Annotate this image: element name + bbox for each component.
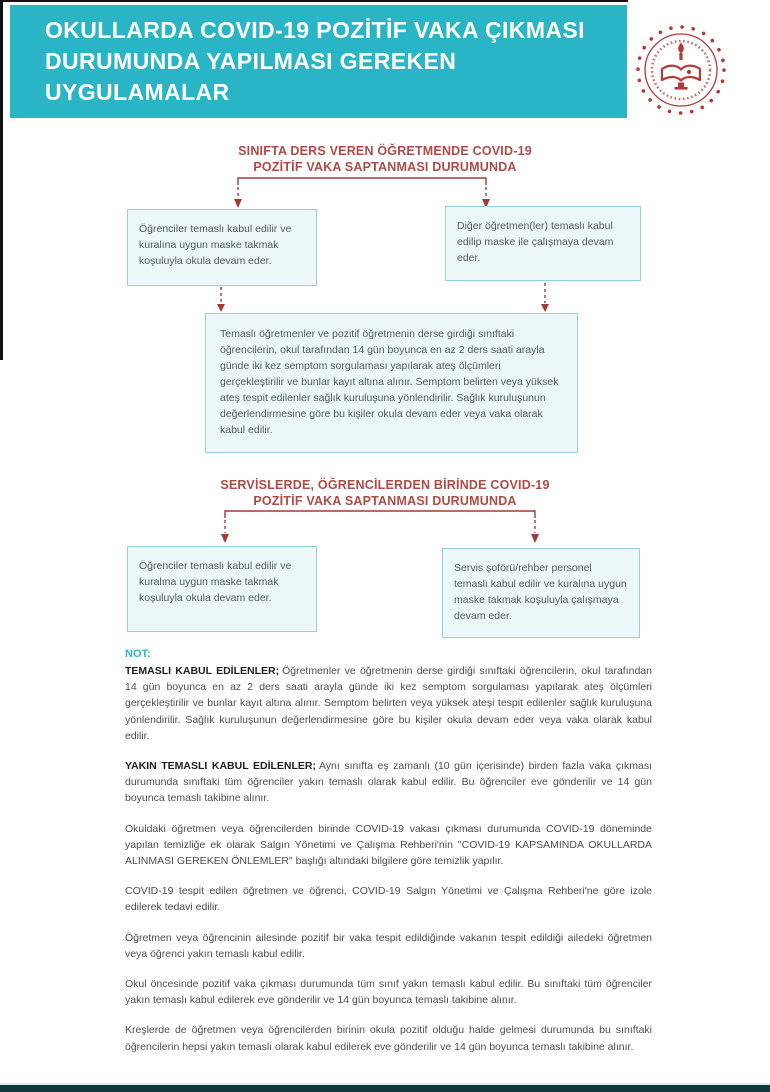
box-driver-personnel: Servis şoförü/rehber personel temaslı kabul edilir ve kuralına uygun maske takmak koşuluyla çalışmaya devam eder. <box>442 548 640 638</box>
meb-ministry-emblem-icon <box>633 22 729 118</box>
box-students-school: Öğrenciler temaslı kabul edilir ve kuralına uygun maske takmak koşuluyla okula devam eder. <box>127 209 317 286</box>
note-paragraph-close-contacts <box>125 758 652 807</box>
page-title-line-2: DURUMUNDA YAPILMASI GEREKEN UYGULAMALAR <box>45 48 457 105</box>
note-paragraph-preschool <box>125 976 652 1008</box>
box-students-service: Öğrenciler temaslı kabul edilir ve kuralına uygun maske takmak koşuluyla okula devam eder. <box>127 546 317 632</box>
note-paragraph-cleaning <box>125 821 652 870</box>
arrow-down-left <box>215 287 227 313</box>
note-text: COVID-19 tespit edilen öğretmen ve öğrenci, COVID-19 Salgın Yönetimi ve Çalışma Rehberi'ne göre izole edilerek tedavi edilir. <box>125 885 652 914</box>
box-monitoring-result: Temaslı öğretmenler ve pozitif öğretmenin derse girdiği sınıftaki öğrencilerin, okul tarafından 14 gün boyunca en az 2 ders saati arayla günde iki kez semptom sorgulaması yapılarak ateş ölçümleri gerçekleştirilir ve bunlar kayıt altına alınır. Semptom belirten veya yüksek ateş tespit edilenler sağlık kuruluşuna yönlendirilir. Sağlık kuruluşunun değerlendirmesine göre bu kişiler okula devam eder veya vaka olarak kabul edilir. <box>205 313 578 453</box>
note-lead: TEMASLI KABUL EDİLENLER; <box>125 665 280 677</box>
note-paragraph-isolation <box>125 883 652 915</box>
footer-bar <box>0 1085 770 1092</box>
note-text: Öğretmen veya öğrencinin ailesinde pozitif bir vaka tespit edildiğinde vakanın tespit edildiği ailedeki öğretmen veya öğrenci yakın temaslı kabul edilir. <box>125 931 652 960</box>
note-lead: YAKIN TEMASLI KABUL EDİLENLER; <box>125 760 316 773</box>
notes-label: NOT: <box>125 648 151 660</box>
note-paragraph-family-case <box>125 930 652 962</box>
flowchart-teacher-heading-line-2: POZİTİF VAKA SAPTANMASI DURUMUNDA <box>253 160 517 174</box>
split-connector-service <box>220 510 540 544</box>
arrow-down-right <box>539 283 551 313</box>
notes-section <box>125 648 652 1069</box>
note-paragraph-daycare <box>125 1022 652 1054</box>
note-text: Okul öncesinde pozitif vaka çıkması durumunda tüm sınıf yakın temaslı kabul edilir. Bu sınıftaki tüm öğrenciler yakın temaslı kabul edilerek eve gönderilir ve 14 gün boyunca temaslı takibine alınır. <box>125 978 652 1007</box>
note-text: Öğretmenler ve öğretmenin derse girdiği sınıftaki öğrencilerin, okul tarafından 14 gün boyunca en az 2 ders saati arayla günde iki kez semptom sorgulaması yapılarak ateş ölçümleri gerçekleştirilir ve bunlar kayıt altına alınır. Semptom belirten veya yüksek ateşi tespit edilenler sağlık kuruluşuna yönlendirilir. Sağlık kuruluşunun değerlendirmesine göre bu kişiler okula devam eder veya vaka olarak kabul edilir. <box>125 665 652 742</box>
flowchart-service-heading <box>0 477 770 509</box>
flowchart-service-heading-line-1: SERVİSLERDE, ÖĞRENCİLERDEN BİRİNDE COVID-19 <box>220 478 550 492</box>
split-connector-teacher <box>233 177 491 209</box>
box-other-teachers: Diğer öğretmen(ler) temaslı kabul edilip maske ile çalışmaya devam eder. <box>445 206 641 281</box>
flowchart-teacher-heading <box>0 143 770 175</box>
note-paragraph-contacts <box>125 663 652 744</box>
note-text: Okuldaki öğretmen veya öğrencilerden birinde COVID-19 vakası çıkması durumunda COVID-19 döneminde yapılan temizliğe ek olarak Salgın Yönetimi ve Çalışma Rehberi'nin "COVID-19 KAPSAMINDA OKULLARDA ALINMASI GEREKEN ÖNLEMLER" başlığı altındaki bilgilere göre temizlik yapılır. <box>125 822 652 868</box>
note-text: Aynı sınıfta eş zamanlı (10 gün içerisinde) birden fazla vaka çıkması durumunda sınıftaki tüm öğrenciler yakın temaslı olarak kabul edilir. Bu öğrenciler eve gönderilir ve 14 gün boyunca temaslı takibine alınır. <box>125 760 652 805</box>
scan-artifact-left <box>0 0 3 360</box>
page-title-line-1: OKULLARDA COVID-19 POZİTİF VAKA ÇIKMASI <box>45 17 585 43</box>
note-text: Kreşlerde de öğretmen veya öğrencilerden birinin okula pozitif olduğu halde gelmesi durumunda bu sınıftaki öğrencilerin hepsi yakın temaslı olarak kabul edilerek eve gönderilir ve 14 gün boyunca temaslı takibine alınır. <box>125 1024 652 1053</box>
scan-artifact-top <box>0 0 628 2</box>
flowchart-teacher-heading-line-1: SINIFTA DERS VEREN ÖĞRETMENDE COVID-19 <box>238 144 532 158</box>
header-banner <box>10 5 627 118</box>
flowchart-service-heading-line-2: POZİTİF VAKA SAPTANMASI DURUMUNDA <box>253 494 517 508</box>
